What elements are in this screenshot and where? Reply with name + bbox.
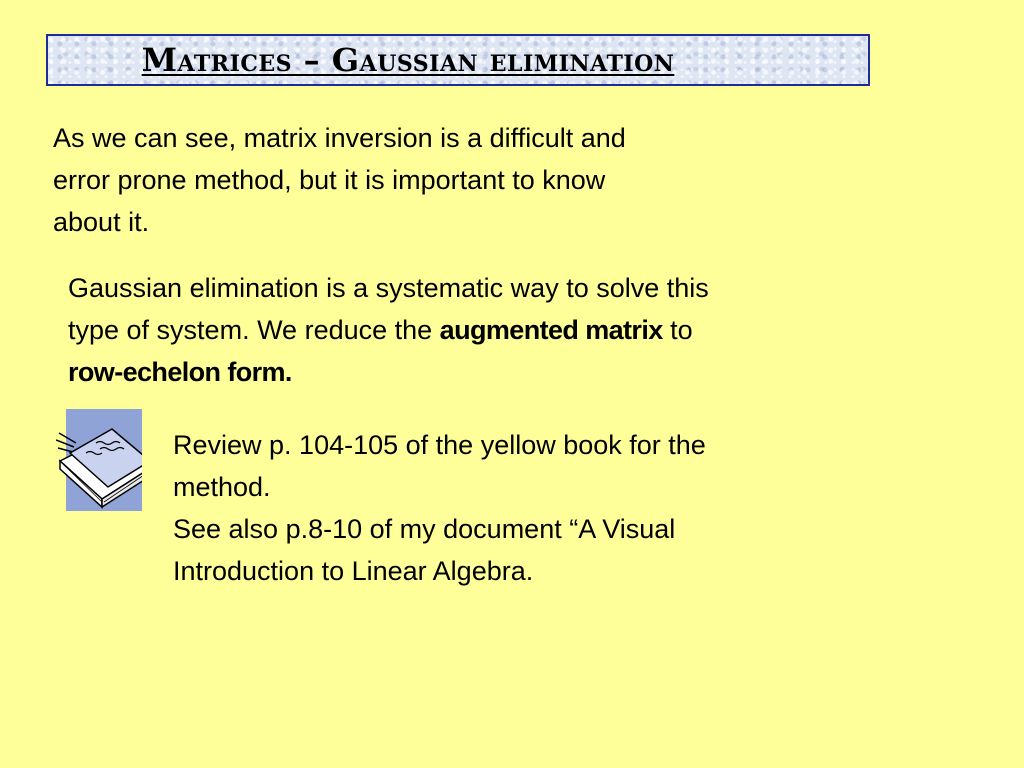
paragraph-line: error prone method, but it is important to know [53,165,606,195]
paragraph-line: Review p. 104-105 of the yellow book for the [173,430,706,460]
paragraph-line: As we can see, matrix inversion is a difficult and [53,123,626,153]
paragraph-gaussian [68,267,898,393]
paragraph-line: Gaussian elimination is a systematic way to solve this [68,273,709,303]
paragraph-line: See also p.8-10 of my document “A Visual [173,514,676,544]
paragraph-line: method. [173,472,271,502]
text-segment: to [662,315,693,345]
paragraph-review [173,424,893,592]
paragraph-inversion [53,117,813,243]
emphasis-augmented-matrix: augmented matrix [439,315,663,345]
title-box [46,34,870,86]
text-segment: type of system. We reduce the [68,315,440,345]
paragraph-line: about it. [53,207,150,237]
emphasis-row-echelon-form: row-echelon form. [68,357,292,387]
slide-title: Matrices – Gaussian elimination [141,41,675,79]
paragraph-line: Introduction to Linear Algebra. [173,556,534,586]
paragraph-line [68,309,898,351]
book-clipart-icon [56,409,142,511]
